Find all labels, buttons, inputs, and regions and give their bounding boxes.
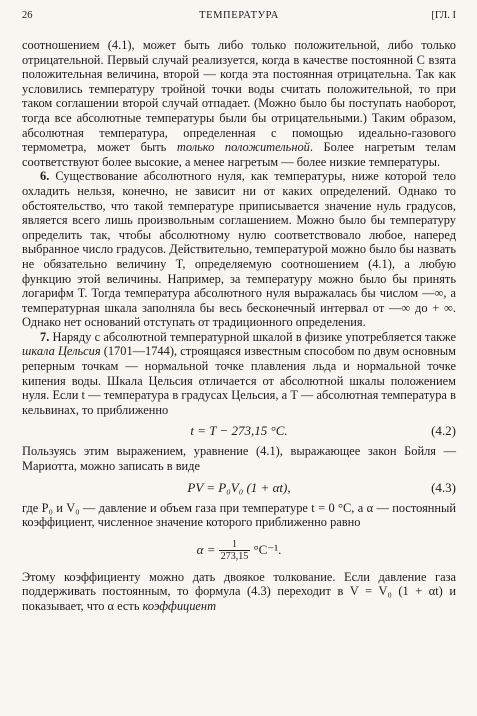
italic-phrase: только положительной (176, 140, 310, 155)
paragraph-6: 6. Существование абсолютного нуля, как температуры, ниже которой тело охладить нельзя, конечно, не зависит ни от каких определений. Однако то обстоятельство, что такой температуре приписывается значение нуль градусов, является всего лишь произвольным соглашением. Можно было бы температуру определить так, чтобы абсолютному нулю соответствовало любое, наперед выбранное число градусов. Действительно, температурой можно было бы назвать не обязательно величину T, определяемую соотношением (4.1), а любую функцию этой величины. Например, за температуру можно было бы принять логарифм T. Тогда температура абсолютного нуля выражалась бы числом —∞, а температурная шкала заполняла бы весь бесконечный интервал от —∞ до + ∞. Однако нет оснований отступать от традиционного определения. (22, 169, 457, 330)
paragraph-number: 7. (40, 329, 50, 344)
formula-4-2: t = T − 273,15 °C. (4.2) (190, 423, 456, 439)
body-text (22, 38, 456, 614)
paragraph-text: где P₀ и V₀ — давление и объем газа при температуре t = 0 °C, а α — постоянный коэффициент, численное значение которого приближенно равно (22, 500, 456, 530)
paragraph-7: 7. Наряду с абсолютной температурной шкалой в физике употребляется также шкала Цельсия (1701—1744), строящаяся известным способом по двум основным реперным точкам — нормальной точке плавления льда и нормальной точке кипения воды. Шкала Цельсия отличается от абсолютной шкалы положением нуля. Если t — температура в градусах Цельсия, а T — абсолютная температура в кельвинах, то приближенно (22, 329, 456, 417)
running-title: ТЕМПЕРАТУРА (199, 10, 279, 21)
formula-alpha: α = $\frac{1}{273,15}$ °C⁻¹. (196, 539, 282, 563)
paragraph-number: 6. (40, 169, 50, 184)
paragraph-text: Пользуясь этим выражением, уравнение (4.1), выражающее закон Бойля — Мариотта, можно записать в виде (22, 444, 456, 474)
italic-phrase: шкала Цельсия (22, 344, 101, 359)
page-number: 26 (22, 10, 33, 21)
paragraph-text: Этому коэффициенту можно дать двоякое толкование. Если давление газа поддерживать постоянным, то формула (4.3) переходит в V = V₀ (1 + αt) и показывает, что α есть коэффициент (22, 569, 456, 613)
chapter-label: [ГЛ. I (431, 10, 456, 21)
fraction: $\frac{1}{273,15}$ (220, 539, 249, 563)
italic-phrase: коэффициент (142, 599, 217, 613)
page-header (22, 10, 456, 24)
paragraph-1: соотношением (4.1), может быть либо только положительной, либо только отрицательной. Первый случай реализуется, когда в качестве постоянной C взята положительная величина, второй — когда эта постоянная отрицательна. Так как условились температуру тройной точки воды считать положительной, то при таком соглашении второй случай отпадает. (Можно было бы поступать наоборот, тогда все абсолютные температуры были бы отрицательными.) Таким образом, абсолютная температура, определенная с помощью идеально-газового термометра, может быть только положительной. Более нагретым телам соответствуют более высокие, а менее нагретым — более низкие температуры. (22, 38, 456, 169)
equation-number: (4.3) (431, 479, 456, 495)
formula-4-3: PV = P₀V₀ (1 + αt), (4.3) (187, 479, 456, 495)
equation-number: (4.2) (431, 423, 456, 439)
